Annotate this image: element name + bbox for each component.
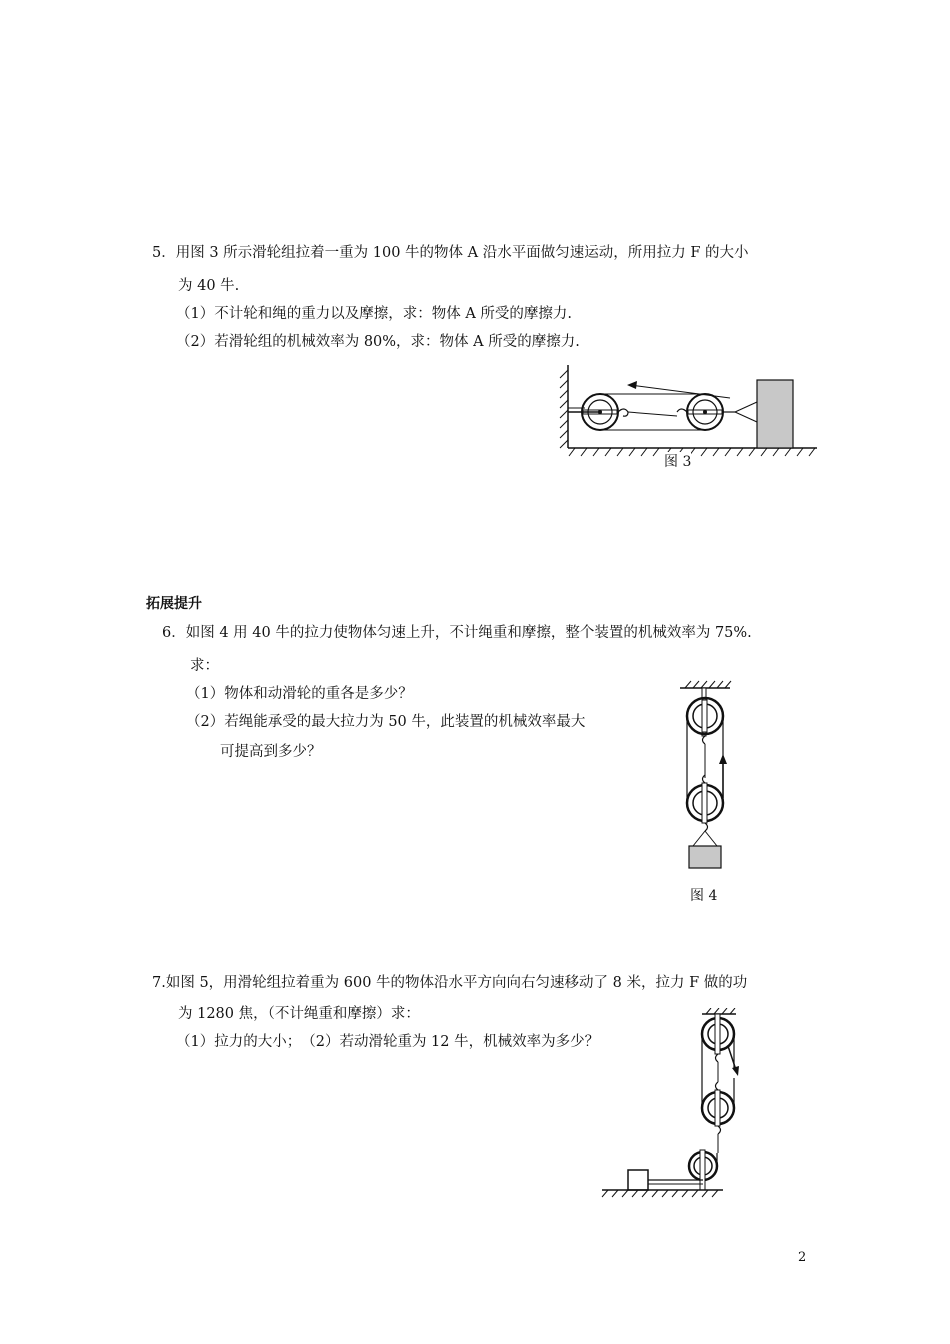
section-title: 拓展提升 [146, 596, 202, 612]
q6-sub2a: （2）若绳能承受的最大拉力为 50 牛，此装置的机械效率最大 [186, 714, 586, 730]
q5-line1: 5．用图 3 所示滑轮组拉着一重为 100 牛的物体 A 沿水平面做匀速运动，所用拉力 F 的大小 [152, 245, 749, 261]
page-number: 2 [798, 1250, 807, 1265]
q6-sub1: （1）物体和动滑轮的重各是多少？ [186, 686, 413, 702]
figure-4-pulley-diagram [675, 678, 745, 878]
q6-line1: 6．如图 4 用 40 牛的拉力使物体匀速上升，不计绳重和摩擦，整个装置的机械效率为 75%. [162, 625, 752, 641]
q5-sub1: （1）不计轮和绳的重力以及摩擦，求：物体 A 所受的摩擦力. [176, 306, 573, 322]
q6-sub2b: 可提高到多少？ [220, 744, 322, 760]
figure-5-pulley-diagram [598, 1008, 758, 1198]
q5-line2: 为 40 牛. [178, 278, 240, 294]
q7-line2: 为 1280 焦，（不计绳重和摩擦）求： [178, 1006, 420, 1022]
q5-sub2: （2）若滑轮组的机械效率为 80%，求：物体 A 所受的摩擦力. [176, 334, 580, 350]
q7-line1: 7.如图 5，用滑轮组拉着重为 600 牛的物体沿水平方向向右匀速移动了 8 米，拉力 F 做的功 [152, 975, 748, 991]
figure-3-caption: 图 3 [664, 454, 692, 470]
q7-sub1: （1）拉力的大小； （2）若动滑轮重为 12 牛，机械效率为多少？ [176, 1034, 600, 1050]
figure-4-caption: 图 4 [690, 888, 718, 904]
q6-line2: 求： [190, 658, 219, 674]
